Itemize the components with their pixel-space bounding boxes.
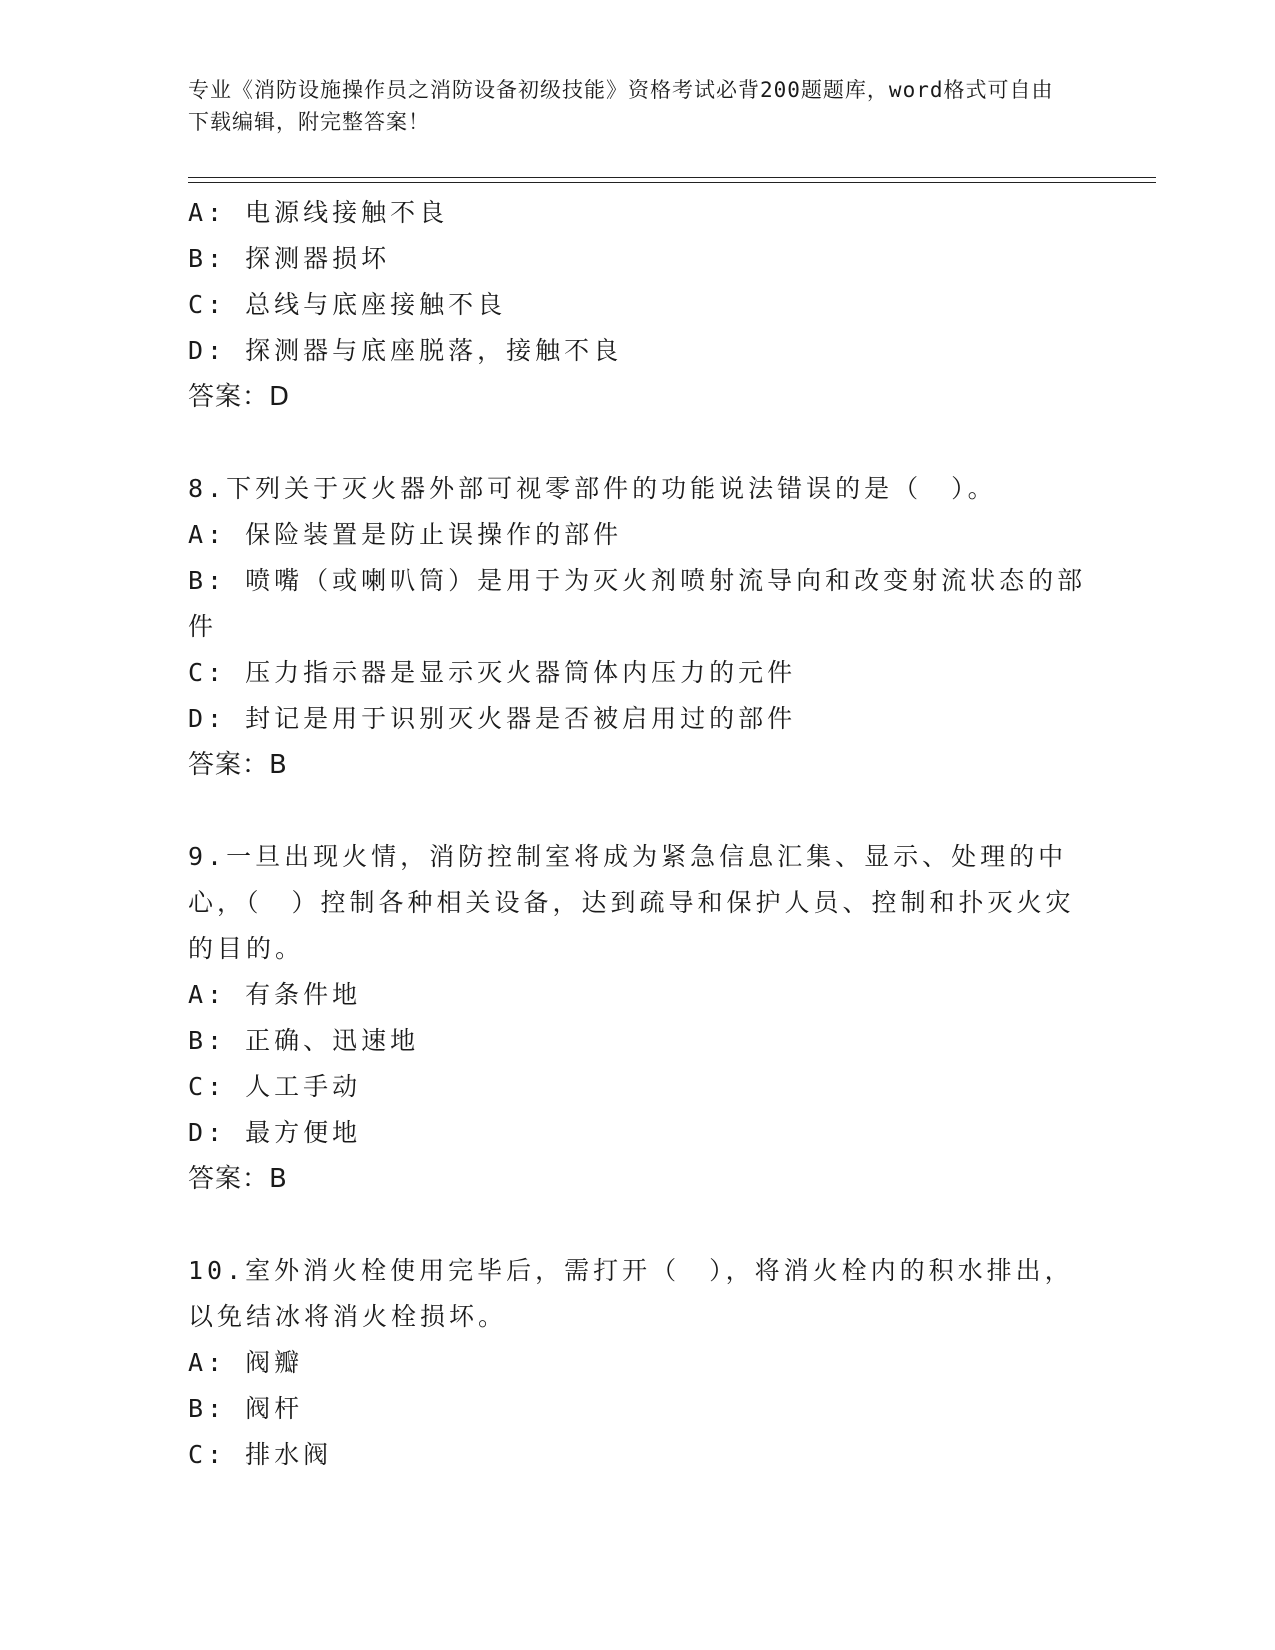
option-c: C: 总线与底座接触不良 bbox=[188, 290, 507, 319]
spacer bbox=[188, 788, 1088, 834]
option-d: D: 最方便地 bbox=[188, 1118, 362, 1147]
option-b: B: 正确、迅速地 bbox=[188, 1026, 420, 1055]
document-header: 专业《消防设施操作员之消防设备初级技能》资格考试必背200题题库，word格式可自由下载编辑，附完整答案！ bbox=[188, 78, 1054, 134]
answer-label: 答案：D bbox=[188, 382, 291, 412]
spacer bbox=[188, 1202, 1088, 1248]
option-a: A: 保险装置是防止误操作的部件 bbox=[188, 520, 623, 549]
option-b: B: 喷嘴（或喇叭筒）是用于为灭火剂喷射流导向和改变射流状态的部件 bbox=[188, 566, 1087, 641]
question-9 bbox=[188, 834, 1088, 1202]
option-d: D: 封记是用于识别灭火器是否被启用过的部件 bbox=[188, 704, 797, 733]
option-b: B: 探测器损坏 bbox=[188, 244, 391, 273]
question-stem: 9.一旦出现火情，消防控制室将成为紧急信息汇集、显示、处理的中心，（ ）控制各种相关设备，达到疏导和保护人员、控制和扑灭火灾的目的。 bbox=[188, 842, 1075, 963]
header-divider-top bbox=[188, 177, 1156, 178]
question-10 bbox=[188, 1248, 1088, 1478]
option-c: C: 人工手动 bbox=[188, 1072, 362, 1101]
question-8 bbox=[188, 466, 1088, 788]
option-c: C: 压力指示器是显示灭火器筒体内压力的元件 bbox=[188, 658, 797, 687]
question-list bbox=[188, 190, 1088, 1478]
header-divider-bottom bbox=[188, 182, 1156, 183]
option-a: A: 电源线接触不良 bbox=[188, 198, 449, 227]
question-stem: 10.室外消火栓使用完毕后，需打开（ ），将消火栓内的积水排出，以免结冰将消火栓损坏。 bbox=[188, 1256, 1074, 1331]
option-a: A: 有条件地 bbox=[188, 980, 362, 1009]
question-stem: 8.下列关于灭火器外部可视零部件的功能说法错误的是（ ）。 bbox=[188, 474, 997, 503]
option-d: D: 探测器与底座脱落，接触不良 bbox=[188, 336, 623, 365]
answer-label: 答案：B bbox=[188, 750, 288, 780]
spacer bbox=[188, 420, 1088, 466]
option-a: A: 阀瓣 bbox=[188, 1348, 304, 1377]
option-b: B: 阀杆 bbox=[188, 1394, 304, 1423]
question-7-tail bbox=[188, 190, 1088, 420]
option-c: C: 排水阀 bbox=[188, 1440, 333, 1469]
answer-label: 答案：B bbox=[188, 1164, 288, 1194]
